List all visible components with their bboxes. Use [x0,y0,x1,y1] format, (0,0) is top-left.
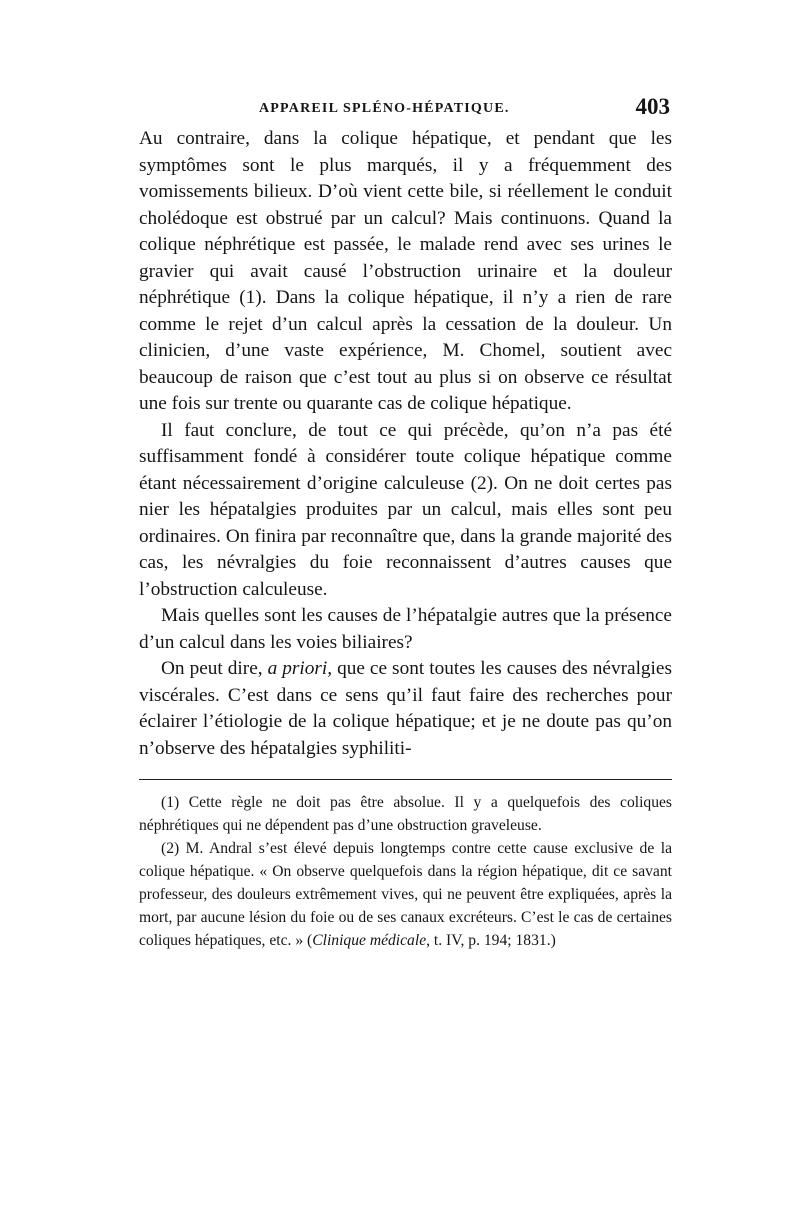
footnote-1: (1) Cette règle ne doit pas être absolue. Il y a quelquefois des coliques néphrétiques qui ne dépendent pas d’une obstruction graveleuse. [139,794,672,834]
paragraph-4-rest: que ce sont toutes les causes des névralgies viscérales. C’est dans ce sens qu’il faut faire des recherches pour éclairer l’étiologie de la colique hépatique; et je ne doute pas qu’on n’observe des hépatalgies syphiliti- [139,658,672,759]
running-title: APPAREIL SPLÉNO-HÉPATIQUE. [259,101,510,116]
paragraph-3: Mais quelles sont les causes de l’hépatalgie autres que la présence d’un calcul dans les voies biliaires? [139,605,672,653]
footnote-2-citation-title: Clinique médicale [312,932,427,949]
footnote-2 [139,837,672,952]
book-page [139,94,672,952]
paragraph-2: Il faut conclure, de tout ce qui précède, qu’on n’a pas été suffisamment fondé à considérer toute colique hépatique comme étant nécessairement d’origine calculeuse (2). On ne doit certes pas nier les hépatalgies produites par un calcul, mais elles sont peu ordinaires. On finira par reconnaître que, dans la grande majorité des cas, les névralgies du foie reconnaissent d’autres causes que l’obstruction calculeuse. [139,419,672,600]
paragraph-1: Au contraire, dans la colique hépatique, et pendant que les symptômes sont le plus marqués, il y a fréquemment des vomissements bilieux. D’où vient cette bile, si réellement le conduit cholédoque est obstrué par un calcul? Mais continuons. Quand la colique néphrétique est passée, le malade rend avec ses urines le gravier qui avait causé l’obstruction urinaire et la douleur néphrétique (1). Dans la colique hépatique, il n’y a rien de rare comme le rejet d’un calcul après la cessation de la douleur. Un clinicien, d’une vaste expérience, M. Chomel, soutient avec beaucoup de raison que c’est tout au plus si on observe ce résultat une fois sur trente ou quarante cas de colique hépatique. [139,128,672,414]
footnote-2-text: (2) M. Andral s’est élevé depuis longtemps contre cette cause exclusive de la colique hépatique. « On observe quelquefois dans la région hépatique, dit ce savant professeur, des douleurs extrêmement vives, qui ne peuvent être expliquées, après la mort, par aucune lésion du foie ou de ses canaux excréteurs. C’est le cas de certaines coliques hépatiques, etc. » ( [139,840,672,949]
a-priori-italic: a priori, [267,658,333,679]
footnote-2-citation-end: , t. IV, p. 194; 1831.) [426,932,556,949]
footnotes [139,791,672,952]
page-header [139,94,672,126]
page-number: 403 [635,94,670,119]
body-text [139,126,672,762]
footnote-separator [139,779,672,780]
paragraph-4 [139,656,672,762]
paragraph-4-start: On peut dire, [161,658,268,679]
